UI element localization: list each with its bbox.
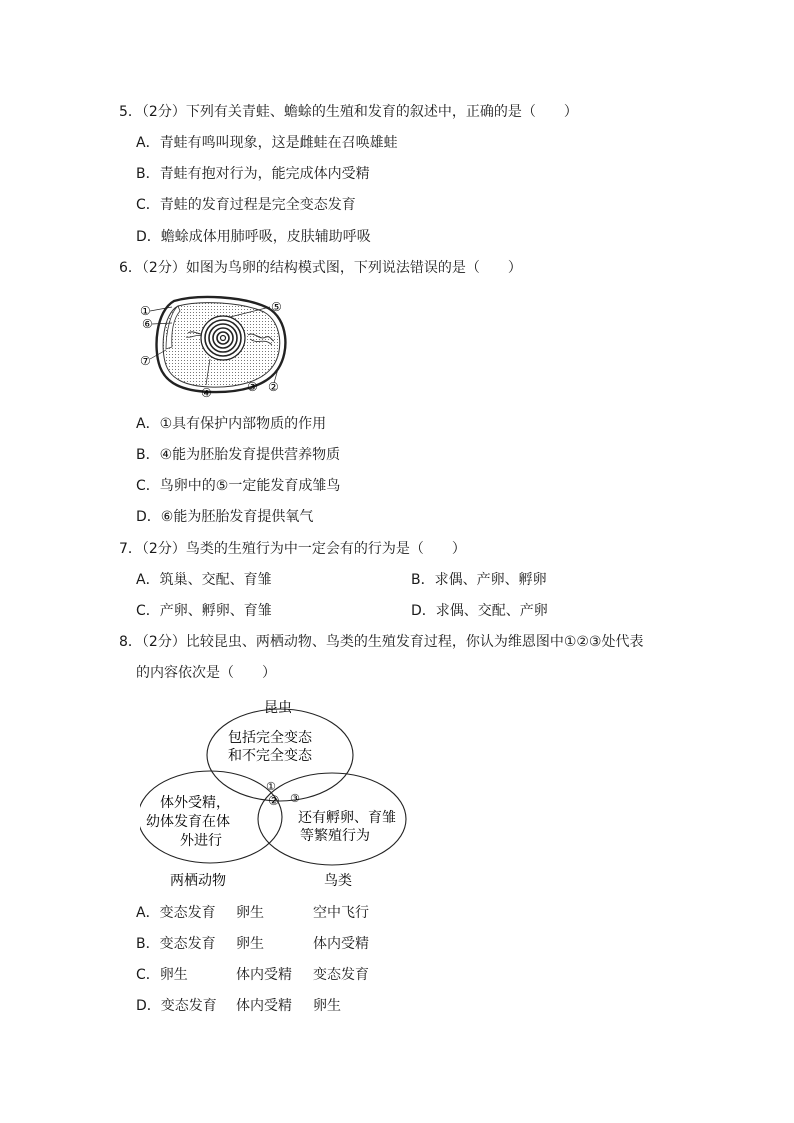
question-5-stem: 5．（2分）下列有关青蛙、蟾蜍的生殖和发育的叙述中，正确的是（ ） bbox=[119, 104, 578, 120]
egg-label-3: ③ bbox=[247, 380, 258, 394]
q8-option-b-part-3: 体内受精 bbox=[313, 936, 369, 952]
venn-amphibian-title: 两栖动物 bbox=[170, 873, 226, 889]
question-7-stem: 7．（2分）鸟类的生殖行为中一定会有的行为是（ ） bbox=[119, 541, 466, 557]
q8-option-b-part-2: 卵生 bbox=[236, 936, 264, 952]
venn-bird-text-2: 等繁殖行为 bbox=[300, 828, 370, 844]
q8-option-a-part-2: 卵生 bbox=[236, 905, 264, 921]
q7-option-a: A．筑巢、交配、育雏 bbox=[136, 572, 272, 588]
q8-option-a bbox=[136, 903, 369, 923]
q8-option-c-part-3: 变态发育 bbox=[313, 967, 369, 983]
germinal-disc bbox=[221, 336, 226, 341]
bird-egg-diagram bbox=[138, 293, 298, 401]
q7-option-d: D．求偶、交配、产卵 bbox=[411, 603, 548, 619]
venn-bird-text-1: 还有孵卵、育雏 bbox=[298, 810, 396, 826]
venn-bird-title: 鸟类 bbox=[324, 873, 352, 889]
venn-mark-2: ② bbox=[268, 794, 280, 809]
q6-option-a: A．①具有保护内部物质的作用 bbox=[136, 416, 327, 432]
q8-option-b bbox=[136, 934, 369, 954]
q5-option-a: A．青蛙有鸣叫现象，这是雌蛙在召唤雄蛙 bbox=[136, 135, 398, 151]
q6-option-c: C．鸟卵中的⑤一定能发育成雏鸟 bbox=[136, 478, 341, 494]
q8-option-c bbox=[136, 965, 369, 985]
q8-option-d-part-3: 卵生 bbox=[313, 998, 341, 1014]
egg-label-1: ① bbox=[140, 304, 151, 318]
q7-option-b: B．求偶、产卵、孵卵 bbox=[411, 572, 547, 588]
q6-option-d: D．⑥能为胚胎发育提供氧气 bbox=[136, 509, 314, 525]
q8-option-a-part-3: 空中飞行 bbox=[313, 905, 369, 921]
egg-label-6: ⑥ bbox=[142, 317, 153, 331]
question-8-stem-line-2: 的内容依次是（ ） bbox=[136, 665, 276, 681]
venn-insect-text-2: 和不完全变态 bbox=[228, 748, 312, 764]
question-8-stem-line-1: 8．（2分）比较昆虫、两栖动物、鸟类的生殖发育过程，你认为维恩图中①②③处代表 bbox=[119, 634, 644, 650]
venn-insect-text-1: 包括完全变态 bbox=[228, 730, 312, 746]
venn-insect-title: 昆虫 bbox=[264, 700, 292, 716]
q8-option-d bbox=[136, 996, 341, 1016]
egg-label-4: ④ bbox=[201, 386, 212, 400]
q5-option-c: C．青蛙的发育过程是完全变态发育 bbox=[136, 197, 356, 213]
venn-diagram bbox=[140, 692, 412, 892]
q8-option-a-part-1: A．变态发育 bbox=[136, 905, 216, 921]
q8-option-c-part-2: 体内受精 bbox=[236, 967, 292, 983]
q5-option-d: D．蟾蜍成体用肺呼吸，皮肤辅助呼吸 bbox=[136, 229, 371, 245]
egg-label-5: ⑤ bbox=[271, 300, 282, 314]
venn-amphibian-text-3: 外进行 bbox=[180, 833, 222, 849]
q8-option-d-part-2: 体内受精 bbox=[236, 998, 292, 1014]
q8-option-d-part-1: D．变态发育 bbox=[136, 998, 217, 1014]
question-6-stem: 6．（2分）如图为鸟卵的结构模式图，下列说法错误的是（ ） bbox=[119, 260, 522, 276]
egg-label-7: ⑦ bbox=[140, 354, 151, 368]
venn-amphibian-text-1: 体外受精， bbox=[160, 795, 230, 811]
venn-mark-1: ① bbox=[266, 780, 276, 793]
q5-option-b: B．青蛙有抱对行为，能完成体内受精 bbox=[136, 166, 370, 182]
q7-option-c: C．产卵、孵卵、育雏 bbox=[136, 603, 272, 619]
venn-amphibian-text-2: 幼体发育在体 bbox=[146, 814, 230, 830]
egg-label-2: ② bbox=[268, 380, 279, 394]
q8-option-b-part-1: B．变态发育 bbox=[136, 936, 216, 952]
venn-mark-3: ③ bbox=[290, 792, 300, 805]
q8-option-c-part-1: C．卵生 bbox=[136, 967, 188, 983]
q6-option-b: B．④能为胚胎发育提供营养物质 bbox=[136, 447, 341, 463]
